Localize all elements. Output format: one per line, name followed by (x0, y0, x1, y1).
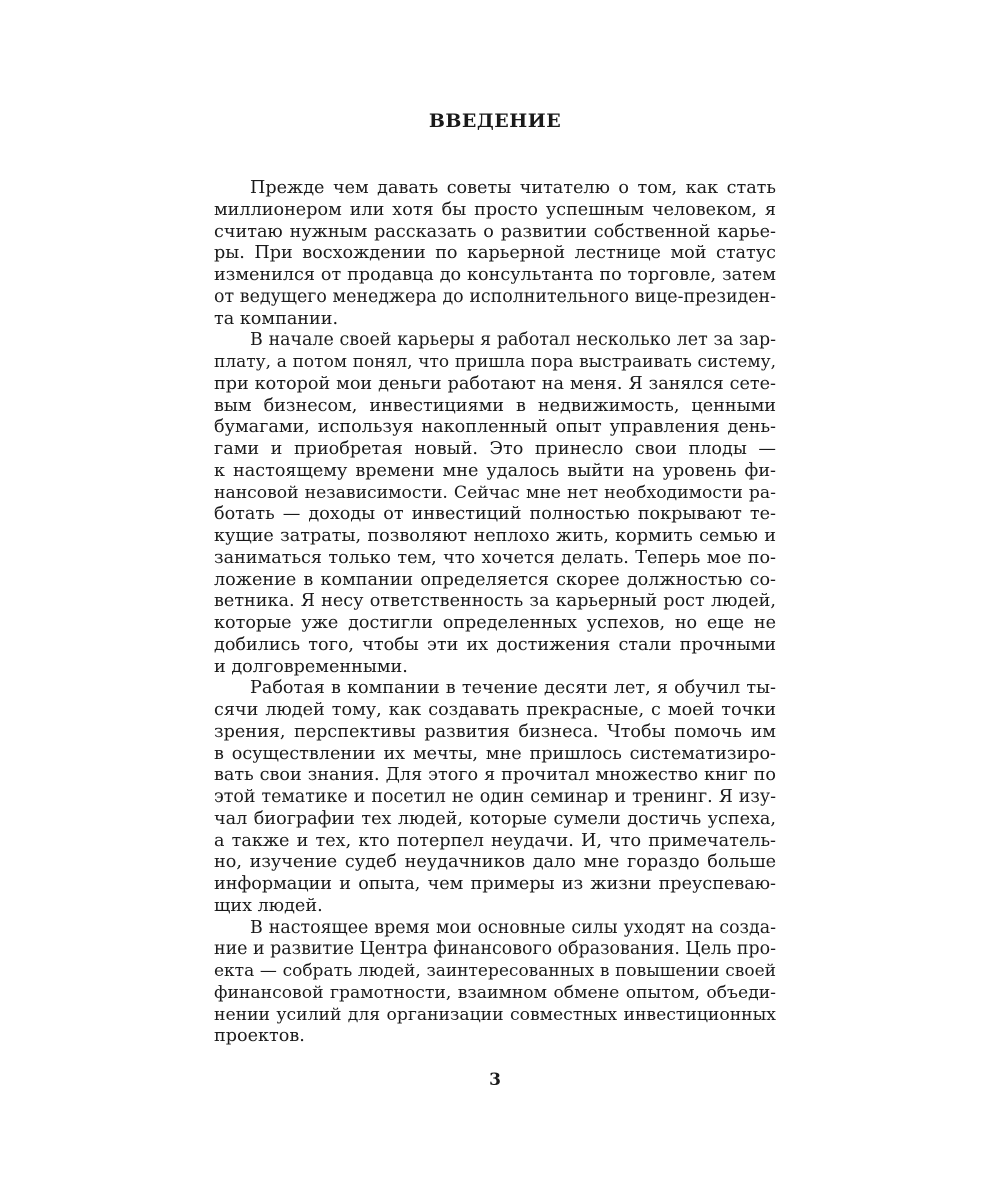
paragraph-line: проектов. (214, 1026, 305, 1047)
paragraph-line: и долговременными. (214, 656, 408, 677)
paragraph-line: екта — собрать людей, заинтересованных в повышении своей (214, 961, 776, 981)
paragraph-line: к настоящему времени мне удалось выйти на уровень фи- (214, 460, 776, 481)
paragraph-line: бумагами, используя накопленный опыт управления день- (214, 417, 776, 438)
paragraph-line: от ведущего менеджера до исполнительного вице-президен- (214, 286, 776, 307)
paragraph-line: которые уже достигли определенных успехов, но еще не (214, 613, 776, 633)
paragraph-line: вать свои знания. Для этого я прочитал множество книг по (214, 765, 776, 786)
paragraph-line: та компании. (214, 308, 339, 329)
paragraph-line: чал биографии тех людей, которые сумели достичь успеха, (214, 808, 776, 829)
paragraph-line: но, изучение судеб неудачников дало мне гораздо больше (214, 852, 776, 873)
paragraph-line: этой тематике и посетил не один семинар и тренинг. Я изу- (214, 787, 776, 807)
paragraph-line: кущие затраты, позволяют неплохо жить, кормить семью и (214, 526, 776, 546)
paragraph-line: считаю нужным рассказать о развитии собственной карье- (214, 221, 776, 242)
paragraph-line: нении усилий для организации совместных инвестиционных (214, 1004, 776, 1025)
chapter-heading: ВВЕДЕНИЕ (428, 110, 562, 132)
paragraph-line: заниматься только тем, что хочется делать. Теперь мое по- (214, 547, 776, 568)
paragraph-line: а также и тех, кто потерпел неудачи. И, что примечатель- (214, 830, 776, 851)
paragraph-line: в осуществлении их мечты, мне пришлось систематизиро- (214, 743, 776, 764)
paragraph-line: гами и приобретая новый. Это принесло свои плоды — (214, 439, 776, 459)
paragraph-line: плату, а потом понял, что пришла пора выстраивать систему, (214, 352, 776, 372)
paragraph-line: вым бизнесом, инвестициями в недвижимость, ценными (214, 395, 776, 416)
paragraph-line: нансовой независимости. Сейчас мне нет необходимости ра- (214, 482, 776, 503)
paragraph-line: щих людей. (214, 895, 323, 916)
paragraph-line: зрения, перспективы развития бизнеса. Чтобы помочь им (214, 721, 776, 742)
paragraph-line: изменился от продавца до консультанта по торговле, затем (214, 265, 776, 285)
paragraph-line: Работая в компании в течение десяти лет, я обучил ты- (250, 678, 776, 699)
paragraph-line: В начале своей карьеры я работал несколько лет за зар- (250, 330, 776, 351)
page-number: 3 (489, 1070, 501, 1090)
paragraph-line: ры. При восхождении по карьерной лестнице мой статус (214, 243, 776, 264)
paragraph-line: В настоящее время мои основные силы уходят на созда- (250, 917, 776, 938)
paragraph-line: ботать — доходы от инвестиций полностью покрывают те- (214, 504, 776, 525)
paragraph-line: Прежде чем давать советы читателю о том, как стать (250, 178, 776, 198)
body-text (214, 178, 776, 1048)
paragraph-line: ние и развитие Центра финансового образования. Цель про- (214, 939, 776, 960)
paragraph-line: миллионером или хотя бы просто успешным человеком, я (214, 199, 776, 220)
paragraph-line: ветника. Я несу ответственность за карьерный рост людей, (214, 591, 776, 612)
paragraph-line: сячи людей тому, как создавать прекрасные, с моей точки (214, 700, 776, 720)
paragraph-line: финансовой грамотности, взаимном обмене опытом, объеди- (214, 982, 776, 1003)
paragraph-line: ложение в компании определяется скорее должностью со- (214, 569, 776, 590)
paragraph-line: добились того, чтобы эти их достижения стали прочными (214, 634, 776, 655)
paragraph-line: при которой мои деньги работают на меня. Я занялся сете- (214, 373, 776, 394)
paragraph-line: информации и опыта, чем примеры из жизни преуспеваю- (214, 874, 776, 894)
